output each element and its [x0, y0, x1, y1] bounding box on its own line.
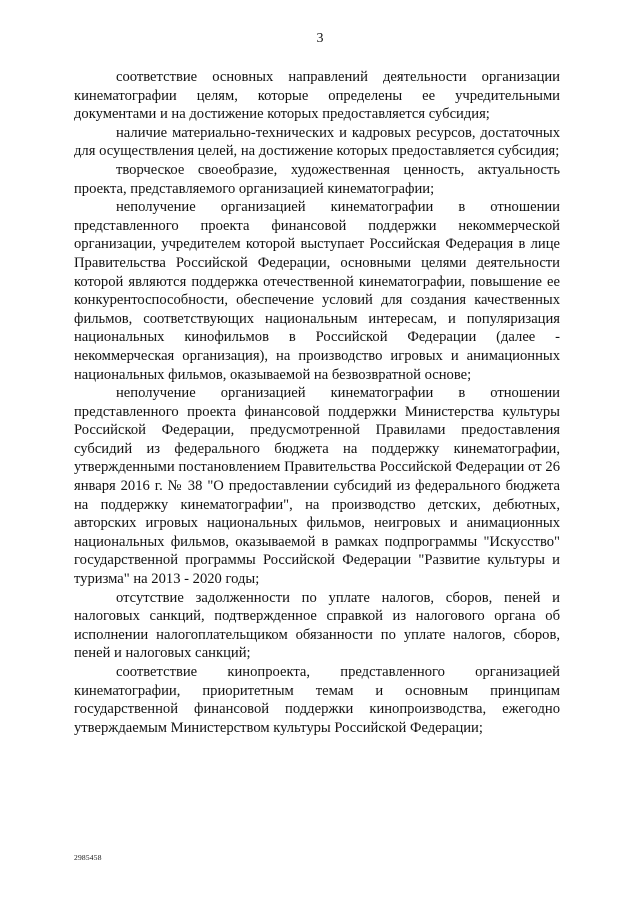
paragraph-priority-themes: соответствие кинопроекта, представленного организацией кинематографии, приоритетным темам и основным принципам государственной финансовой поддержки кинопроизводства, ежегодно утверждаемым Министерством культуры Российской Федерации; — [74, 664, 560, 736]
paragraph-no-ministry-support: неполучение организацией кинематографии в отношении представленного проекта финансовой поддержки Министерства культуры Российской Федерации, предусмотренной Правилами предоставления субсидий из федерального бюджета на поддержку кинематографии, утвержденными постановлением Правительства Российской Федерации от 26 января 2016 г. № 38 "О предоставлении субсидий из федерального бюджета на поддержку кинематографии", на производство детских, дебютных, авторских игровых национальных фильмов, неигровых и анимационных национальных фильмов, оказываемой в рамках подпрограммы "Искусство" государственной программы Российской Федерации "Развитие культуры и туризма" на 2013 - 2020 годы; — [74, 385, 560, 588]
paragraph-organization-goals: соответствие основных направлений деятельности организации кинематографии целям, которые определены ее учредительными документами и на достижение которых предоставляется субсидия; — [74, 69, 560, 123]
paragraph-no-tax-debt: отсутствие задолженности по уплате налогов, сборов, пеней и налоговых санкций, подтвержденное справкой из налогового органа об исполнении налогоплательщиком обязанности по уплате налогов, сборов, пеней и налоговых санкций; — [74, 589, 560, 662]
page-number: 3 — [316, 31, 324, 46]
document-body — [74, 68, 560, 737]
paragraph-no-nonprofit-support: неполучение организацией кинематографии в отношении представленного проекта финансовой поддержки некоммерческой организации, учредителем которой выступает Российская Федерация в лице Правительства Российской Федерации, основными целями деятельности которой являются поддержка отечественной кинематографии, повышение ее конкурентоспособности, обеспечение условий для создания качественных фильмов, соответствующих национальным интересам, и популяризация национальных кинофильмов в Российской Федерации (далее - некоммерческая организация), на производство игровых и анимационных национальных фильмов, оказываемой на безвозвратной основе; — [74, 199, 560, 383]
paragraph-resources: наличие материально-технических и кадровых ресурсов, достаточных для осуществления целей, на достижение которых предоставляется субсидия; — [74, 124, 560, 160]
paragraph-creativity: творческое своеобразие, художественная ценность, актуальность проекта, представляемого организацией кинематографии; — [74, 161, 560, 197]
document-code: 2985458 — [74, 853, 102, 862]
